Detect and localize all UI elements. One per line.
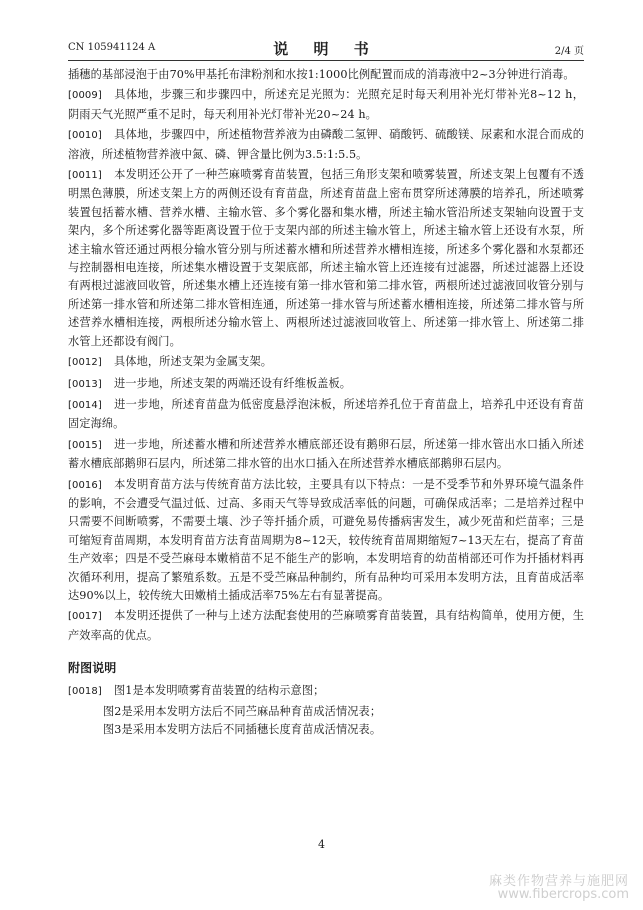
publication-number: CN 105941124 A: [68, 42, 156, 53]
paragraph-0015: [68, 436, 584, 474]
figure-description: 图1是本发明喷雾育苗装置的结构示意图；: [114, 683, 325, 697]
lead-continuation: 插穗的基部浸泡于由70%甲基托布津粉剂和水按1:1000比例配置而成的消毒液中2~3分钟进行消毒。: [68, 68, 575, 81]
document-body: [68, 66, 584, 740]
figure-description: 图2是采用本发明方法后不同苎麻品种育苗成活情况表；: [103, 705, 382, 718]
paragraph-number: [0015]: [68, 439, 102, 451]
paragraph-number: [0016]: [68, 479, 102, 491]
paragraph-0017: [68, 607, 584, 645]
paragraph-number: [0010]: [68, 130, 102, 142]
paragraph-text: 具体地，步骤三和步骤四中，所述充足光照为：光照充足时每天利用补光灯带补光8~12 h，阴雨天气光照严重不足时，每天利用补光灯带补光20~24 h。: [68, 88, 584, 121]
paragraph-0018: [68, 682, 584, 701]
paragraph-number: [0012]: [68, 357, 102, 369]
paragraph-text: 进一步地，所述蓄水槽和所述营养水槽底部还设有鹅卵石层，所述第一排水管出水口插入所述蓄水槽底部鹅卵石层内，所述第二排水管的出水口插入在所述营养水槽底部鹅卵石层内。: [68, 437, 584, 471]
page-indicator: 2/4 页: [554, 46, 584, 57]
paragraph-text: 具体地，所述支架为金属支架。: [114, 355, 273, 369]
figure-description: 图3是采用本发明方法后不同插穗长度育苗成活情况表。: [103, 723, 382, 737]
paragraph-text: 具体地，步骤四中，所述植物营养液为由磷酸二氢钾、硝酸钙、硫酸镁、尿素和水混合而成的溶液，所述植物营养液中氮、磷、钾含量比例为3.5:1:5.5。: [68, 128, 584, 161]
figures-heading: 附图说明: [68, 661, 117, 676]
paragraph-0013: [68, 375, 584, 394]
paragraph-text: 本发明还提供了一种与上述方法配套使用的苎麻喷雾育苗装置，具有结构简单，使用方便，生产效率高的优点。: [68, 609, 584, 642]
paragraph-0009: [68, 86, 584, 124]
paragraph-number: [0017]: [68, 611, 102, 623]
page-number: 4: [318, 838, 325, 851]
paragraph-text: 本发明还公开了一种苎麻喷雾育苗装置，包括三角形支架和喷雾装置，所述支架上包覆有不透明黑色薄膜，所述支架上方的两侧还设有育苗盘，所述育苗盘上密布贯穿所述薄膜的培养孔，所述喷雾装置包括蓄水槽、营养水槽、主输水管、多个雾化器和集水槽，所述主输水管沿所述支架轴向设置于支架内，多个所述雾化器等距离设置于位于支架内部的所述主输水管上，所述主输水管上还设有水泵，所述主输水管还通过两根分输水管分别与所述蓄水槽和所述营养水槽相连接，所述多个雾化器和水泵都还与控制器相电连接，所述集水槽设置于支架底部，所述主输水管上还连接有过滤器，所述过滤器上还设有两根过滤液回收管，所述集水槽上还连接有第一排水管和第二排水管，两根所述过滤液回收管分别与所述第一排水管和所述第二排水管相连通，所述第一排水管与所述蓄水槽相连接，所述第二排水管与所述营养水槽相连接，两根所述分输水管上、两根所述过滤液回收管上、所述第一排水管上、所述第二排水管上还都设有阀门。: [68, 168, 584, 348]
paragraph-0010: [68, 126, 584, 164]
paragraph-text: 进一步地，所述支架的两端还设有纤维板盖板。: [114, 376, 352, 390]
paragraph-0016: [68, 476, 584, 606]
paragraph-0011: [68, 166, 584, 351]
paragraph-number: [0014]: [68, 399, 102, 411]
watermark-url: www.fibercrops.com: [497, 887, 629, 902]
paragraph-text: 进一步地，所述育苗盘为低密度悬浮泡沫板，所述培养孔位于育苗盘上，培养孔中还设有育苗固定海绵。: [68, 397, 584, 431]
paragraph-0012: [68, 353, 584, 372]
page-header: [68, 38, 584, 58]
paragraph-number: [0009]: [68, 90, 102, 102]
paragraph-text: 本发明育苗方法与传统育苗方法比较，主要具有以下特点：一是不受季节和外界环境气温条件的影响，不会遭受气温过低、过高、多雨天气等导致成活率低的问题，可确保成活率；二是培养过程中只需要不间断喷雾，不需要土壤、沙子等扦插介质，可避免易传播病害发生，减少死苗和烂苗率；三是可缩短育苗周期，本发明育苗方法育苗周期为8~12天，较传统育苗周期缩短7~13天左右，提高了育苗生产效率；四是不受苎麻母本嫩梢苗不足不能生产的影响，本发明培育的幼苗梢部还可作为扦插材料再次循环利用，提高了繁殖系数。五是不受苎麻品种制约，所有品种均可采用本发明方法，且育苗成活率达90%以上，较传统大田嫩梢土插成活率75%左右有显著提高。: [68, 477, 584, 602]
watermark-text: 麻类作物营养与施肥网: [488, 874, 629, 889]
document-title: 说 明 书: [273, 40, 379, 58]
paragraph-number: [0018]: [68, 685, 102, 697]
paragraph-number: [0013]: [68, 378, 102, 390]
paragraph-0014: [68, 396, 584, 434]
header-rule: [68, 60, 584, 61]
paragraph-number: [0011]: [68, 170, 102, 182]
